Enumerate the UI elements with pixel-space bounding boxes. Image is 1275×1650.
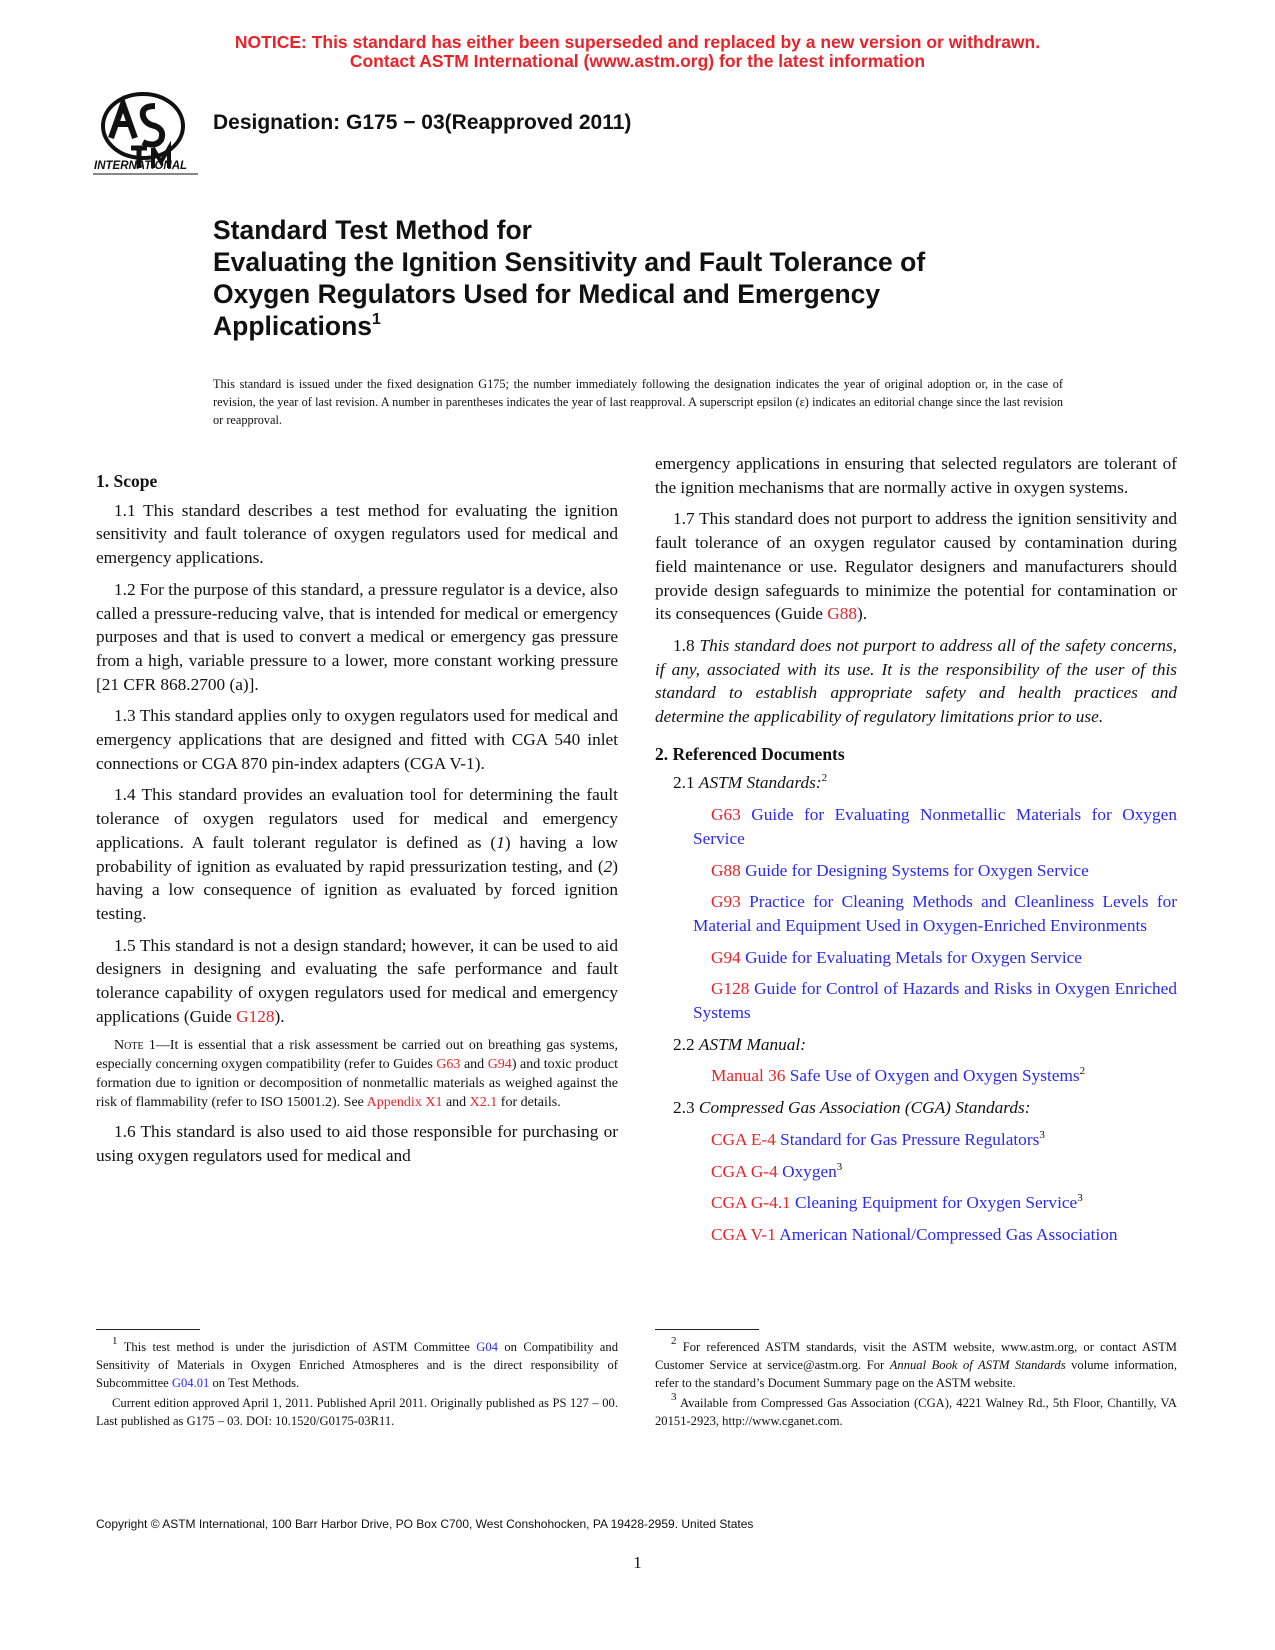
withdrawal-notice bbox=[0, 33, 1275, 71]
para-1-2: 1.2 For the purpose of this standard, a pressure regulator is a device, also called a pressure-reducing valve, that is intended for medical or emergency purposes and that is used to convert a medical or emergency gas pressure from a high, variable pressure to a lower, more constant working pressure [21 CFR 868.2700 (a)]. bbox=[96, 579, 618, 694]
link-x1[interactable]: X1 bbox=[425, 1095, 443, 1111]
para-1-1: 1.1 This standard describes a test method for evaluating the ignition sensitivity and fault tolerance of oxygen regulators used for medical and emergency applications. bbox=[96, 500, 618, 568]
ref-item[interactable]: Manual 36 Safe Use of Oxygen and Oxygen Systems$^2$ bbox=[711, 1065, 1086, 1086]
designation: Designation: G175 − 03(Reapproved 2011) bbox=[213, 111, 632, 134]
refs-sub-2-1: 2.1 ASTM Standards:$^2$ bbox=[673, 772, 828, 793]
link-g88[interactable]: G88 bbox=[827, 604, 858, 624]
footnote-divider-right bbox=[655, 1329, 759, 1330]
ref-item[interactable]: G94 Guide for Evaluating Metals for Oxygen Service bbox=[711, 947, 1082, 967]
ref-item[interactable]: G128 Guide for Control of Hazards and Risks in Oxygen Enriched Systems bbox=[693, 979, 1177, 1023]
right-column bbox=[655, 452, 1177, 1255]
para-1-5: 1.5 This standard is not a design standard; however, it can be used to aid designers in designing and evaluating the safe performance and fault tolerance capability of oxygen regulators used for medical and emergency applications (Guide G128). bbox=[96, 935, 618, 1026]
ref-item[interactable]: G63 Guide for Evaluating Nonmetallic Materials for Oxygen Service bbox=[693, 805, 1177, 848]
refs-sub-2-3: 2.3 Compressed Gas Association (CGA) Standards: bbox=[673, 1098, 1031, 1118]
cga-standards-list bbox=[655, 1128, 1177, 1247]
note-1: Note 1—It is essential that a risk assessment be carried out on breathing gas systems, especially concerning oxygen compatibility (refer to Guides G63 and G94) and toxic product formation due to ignition or decomposition of nonmetallic materials as weighed against the risk of flammability (refer to ISO 15001.2). See Appendix X1 and X2.1 for details. bbox=[96, 1038, 619, 1111]
notice-line-1: NOTICE: This standard has either been superseded and replaced by a new version or withdrawn. bbox=[234, 32, 1041, 52]
ref-item[interactable]: G88 Guide for Designing Systems for Oxygen Service bbox=[711, 860, 1089, 880]
footnote-2: $^2$ For referenced ASTM standards, visit the ASTM website, www.astm.org, or contact ASTM Customer Service at service@astm.org. For Annual Book of ASTM Standards volume information, refer to the standard’s Document Summary page on the ASTM website. bbox=[655, 1335, 1177, 1390]
page-number: 1 bbox=[633, 1553, 642, 1572]
title-line-2: Evaluating the Ignition Sensitivity and Fault Tolerance of bbox=[213, 247, 926, 277]
left-column bbox=[96, 470, 618, 1176]
para-1-3: 1.3 This standard applies only to oxygen regulators used for medical and emergency applications that are designed and fitted with CGA 540 inlet connections or CGA 870 pin-index adapters (CGA V-1). bbox=[96, 706, 618, 773]
para-1-7: 1.7 This standard does not purport to address the ignition sensitivity and fault tolerance of an oxygen regulator caused by contamination during field maintenance or use. Regulator designers and manufacturers should provide design safeguards to minimize the potential for contamination or its consequences (Guide G88). bbox=[655, 509, 1177, 624]
ref-item[interactable]: CGA G-4 Oxygen$^3$ bbox=[711, 1160, 843, 1181]
link-g128[interactable]: G128 bbox=[236, 1006, 275, 1026]
footnotes-left bbox=[96, 1335, 618, 1432]
link-appendix[interactable]: Appendix bbox=[366, 1095, 422, 1111]
manual-list bbox=[655, 1064, 1177, 1088]
para-1-6: 1.6 This standard is also used to aid those responsible for purchasing or using oxygen regulators used for medical and bbox=[96, 1122, 618, 1166]
para-1-4: 1.4 This standard provides an evaluation tool for determining the fault tolerance of oxygen regulators used for medical and emergency applications. A fault tolerant regulator is defined as (1) having a low probability of ignition as evaluated by rapid pressurization testing, and (2) having a low consequence of ignition as evaluated by forced ignition testing. bbox=[96, 785, 619, 923]
document-title bbox=[213, 214, 1043, 342]
footnotes-right bbox=[655, 1335, 1177, 1432]
title-line-4: Applications bbox=[213, 311, 373, 341]
link-g63[interactable]: G63 bbox=[436, 1057, 461, 1073]
para-1-6-continued: emergency applications in ensuring that selected regulators are tolerant of the ignition mechanisms that are normally active in oxygen systems. bbox=[655, 454, 1177, 497]
ref-item[interactable]: G93 Practice for Cleaning Methods and Cleanliness Levels for Material and Equipment Used in Oxygen-Enriched Environments bbox=[693, 892, 1177, 935]
notice-line-2: Contact ASTM International (www.astm.org) for the latest information bbox=[349, 51, 926, 71]
title-line-3: Oxygen Regulators Used for Medical and Emergency bbox=[213, 279, 881, 309]
astm-logo bbox=[93, 86, 201, 182]
copyright: Copyright © ASTM International, 100 Barr Harbor Drive, PO Box C700, West Conshohocken, PA 19428-2959. United States bbox=[96, 1517, 754, 1531]
footnote-divider-left bbox=[96, 1329, 200, 1330]
ref-item[interactable]: CGA V-1 American National/Compressed Gas Association bbox=[711, 1224, 1118, 1244]
scope-heading: 1. Scope bbox=[96, 471, 158, 491]
footnote-1: $^1$ This test method is under the jurisdiction of ASTM Committee G04 on Compatibility and Sensitivity of Materials in Oxygen Enriched Atmospheres and is the direct responsibility of Subcommittee G04.01 on Test Methods. bbox=[96, 1335, 618, 1390]
ref-item[interactable]: CGA E-4 Standard for Gas Pressure Regulators$^3$ bbox=[711, 1128, 1045, 1149]
issued-note: This standard is issued under the fixed designation G175; the number immediately following the designation indicates the year of original adoption or, in the case of revision, the year of last revision. A number in parentheses indicates the year of last reapproval. A superscript epsilon (ε) indicates an editorial change since the last revision or reapproval. bbox=[213, 377, 1063, 427]
refs-sub-2-2: 2.2 ASTM Manual: bbox=[673, 1034, 806, 1054]
footnote-1-edition: Current edition approved April 1, 2011. Published April 2011. Originally published as PS 127 – 00. Last published as G175 – 03. DOI: 10.1520/G0175-03R11. bbox=[96, 1396, 618, 1428]
ref-item[interactable]: CGA G-4.1 Cleaning Equipment for Oxygen Service$^3$ bbox=[711, 1192, 1083, 1213]
link-g04[interactable]: G04 bbox=[476, 1340, 498, 1354]
para-1-8: 1.8 This standard does not purport to address all of the safety concerns, if any, associated with its use. It is the responsibility of the user of this standard to establish appropriate safety and health practices and determine the applicability of regulatory limitations prior to use. bbox=[655, 635, 1177, 727]
link-x2-1[interactable]: X2.1 bbox=[469, 1095, 498, 1111]
title-line-1: Standard Test Method for bbox=[213, 215, 532, 245]
logo-text: INTERNATIONAL bbox=[94, 160, 188, 172]
refs-heading: 2. Referenced Documents bbox=[655, 743, 845, 764]
title-footnote-mark: 1 bbox=[372, 311, 381, 328]
astm-standards-list bbox=[655, 803, 1177, 1025]
link-g94[interactable]: G94 bbox=[487, 1057, 512, 1073]
footnote-3: $^3$ Available from Compressed Gas Association (CGA), 4221 Walney Rd., 5th Floor, Chantilly, VA 20151-2923, http://www.cganet.com. bbox=[655, 1391, 1177, 1428]
link-g04-01[interactable]: G04.01 bbox=[171, 1376, 210, 1390]
